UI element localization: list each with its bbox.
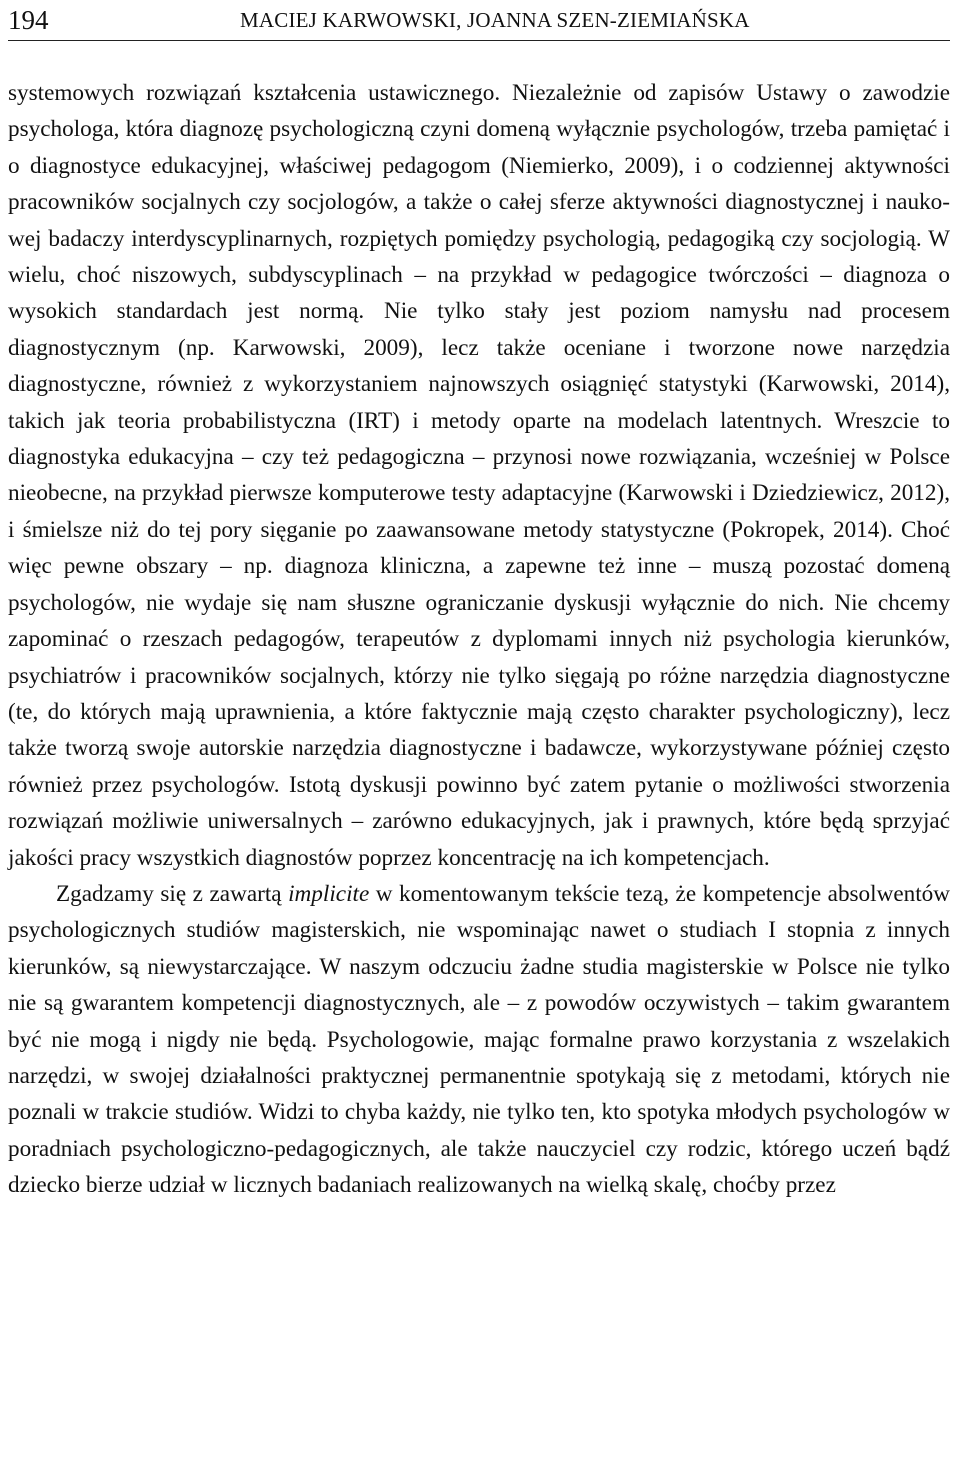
page-number: 194 (8, 5, 49, 35)
paragraph-2-rest: w komentowanym tekście tezą, że kompetencje absolwentów psychologicznych studiów magisterskich, nie wspominając nawet o studiach I stopnia z innych kierunków, są niewystarczające. W naszym odczuciu żadne studia magisterskie w Polsce nie tylko nie są gwarantem kompetencji diagnostycznych, ale – z powodów oczywistych – takim gwarantem być nie mogą i nigdy nie będą. Psychologowie, mając formalne prawo korzystania z wszelakich narzędzi, w swojej działalności praktycznej permanentnie spotykają się z metodami, których nie poznali w trakcie studiów. Widzi to chyba każdy, nie tylko ten, kto spotyka młodych psychologów w poradniach psychologiczno-pedagogicznych, ale także nauczyciel czy rodzic, którego uczeń bądź dziecko bierze udział w licznych badaniach realizowanych na wielką skalę, choćby przez (8, 880, 951, 1199)
paragraph-2-emphasis: implicite (288, 880, 370, 907)
body-text (8, 75, 950, 1204)
paragraph-1: systemowych rozwiązań kształcenia ustawicznego. Niezależnie od zapisów Ustawy o zawodzie psychologa, która diagnozę psychologiczną czyni domeną wyłącznie psychologów, trzeba pamiętać i o diagnostyce edukacyjnej, właściwej pedagogom (Niemierko, 2009), i o codziennej aktywności pracowników socjalnych czy socjologów, a także o całej sferze aktywności diagnostycznej i naukowej badaczy interdyscyplinarnych, rozpiętych pomiędzy psychologią, pedagogiką czy socjologią. W wielu, choć niszowych, subdyscyplinach – na przykład w pedagogice twórczości – diagnoza o wysokich standardach jest normą. Nie tylko stały jest poziom namysłu nad procesem diagnostycznym (np. Karwowski, 2009), lecz także oceniane i tworzone nowe narzędzia diagnostyczne, również z wykorzystaniem najnowszych osiągnięć statystyki (Karwowski, 2014), takich jak teoria probabilistyczna (IRT) i metody oparte na modelach latentnych. Wreszcie to diagnostyka edukacyjna – czy też pedagogiczna – przynosi nowe rozwiązania, wcześniej w Polsce nieobecne, na przykład pierwsze komputerowe testy adaptacyjne (Karwowski i Dziedziewicz, 2012), i śmielsze niż do tej pory sięganie po zaawansowane metody statystyczne (Pokropek, 2014). Choć więc pewne obszary – np. diagnoza kliniczna, a zapewne też inne – muszą pozostać domeną psychologów, nie wydaje się nam słuszne ograniczanie dyskusji wyłącznie do nich. Nie chcemy zapominać o rzeszach pedagogów, terapeutów z dyplomami innych niż psychologia kierunków, psychiatrów i pracowników socjalnych, którzy nie tylko sięgają po różne narzędzia diagnostyczne (te, do których mają uprawnienia, a które faktycznie mają często charakter psychologiczny), lecz także tworzą swoje autorskie narzędzia diagnostyczne i badawcze, wykorzystywane później często również przez psychologów. Istotą dyskusji powinno być zatem pytanie o możliwości stworzenia rozwiązań możliwie uniwersalnych – zarówno edukacyjnych, jak i prawnych, które będą sprzyjać jakości pracy wszystkich diagnostów poprzez koncentrację na ich kompetencjach. (8, 80, 950, 871)
paragraph-2-lead: Zgadzamy się z zawartą (56, 880, 289, 907)
running-header (8, 0, 950, 41)
paragraph-2 (8, 876, 950, 1204)
running-head-authors: MACIEJ KARWOWSKI, JOANNA SZEN-ZIEMIAŃSKA (240, 8, 750, 32)
